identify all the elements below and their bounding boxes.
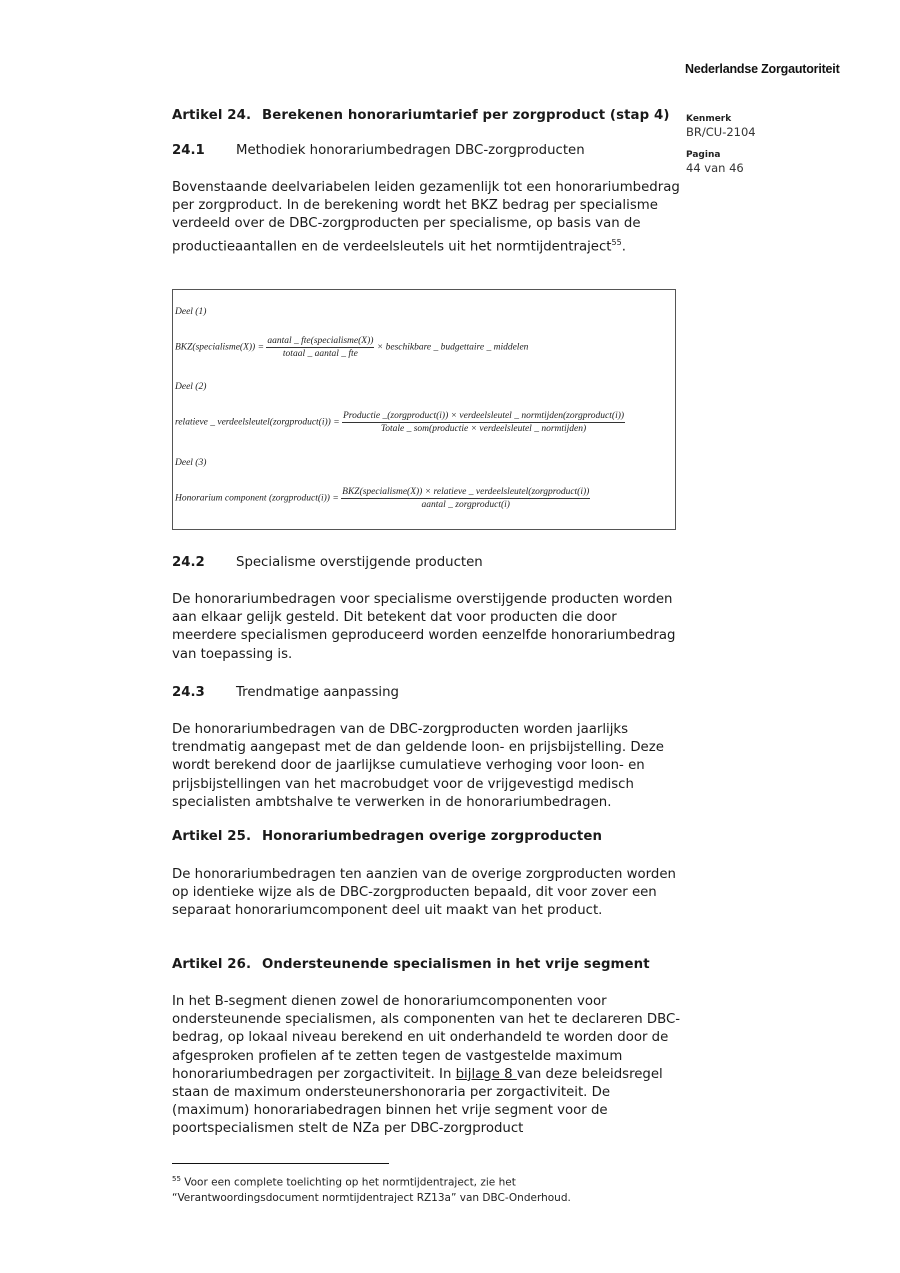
footnote-number: 55 (172, 1175, 181, 1183)
deel-1-label: Deel (1) (175, 307, 207, 317)
section-24-2-heading (172, 555, 682, 570)
kenmerk-label: Kenmerk (686, 114, 732, 124)
paragraph-text: In het B-segment dienen zowel de honorariumcomponenten voor ondersteunende specialismen, als componenten van het te declareren DBC-bedrag, op lokaal niveau berekend en uit onderhandeld te worden door de afgesproken profielen af te zetten tegen de vastgestelde maximum honorariumbedragen per zorgactiviteit. In (172, 994, 681, 1082)
formula-3-numerator: BKZ(specialisme(X)) × relatieve _ verdeelsleutel(zorgproduct(i)) (342, 487, 590, 497)
kenmerk-value: BR/CU-2104 (686, 125, 756, 139)
article-number: Artikel 25. (172, 829, 252, 844)
formula-3-lhs: Honorarium component (zorgproduct(i)) = (175, 493, 339, 504)
article-title: Ondersteunende specialismen in het vrije segment (262, 957, 650, 972)
section-number: 24.2 (172, 555, 205, 570)
formula-3-fraction (341, 487, 590, 510)
paragraph-end: . (621, 239, 626, 255)
formula-1-rhs: × beschikbare _ budgettaire _ middelen (376, 342, 529, 353)
formula-1-lhs: BKZ(specialisme(X)) = (175, 342, 264, 353)
formula-box (172, 289, 676, 530)
formula-1-fraction (266, 336, 374, 359)
kenmerk-block (686, 114, 756, 139)
paragraph-text: Bovenstaande deelvariabelen leiden gezamenlijk tot een honorariumbedrag per zorgproduct. In de berekening wordt het BKZ bedrag per specialisme verdeeld over de DBC-zorgproducten per specialisme, op basis van de productieaantallen en de verdeelsleutels uit het normtijdentraject (172, 180, 680, 255)
paragraph-text: De honorariumbedragen ten aanzien van de overige zorgproducten worden op identieke wijze als de DBC-zorgproducten bepaald, dit voor zover een separaat honorariumcomponent deel uit maakt van het product. (172, 867, 676, 919)
article-number: Artikel 26. (172, 957, 252, 972)
section-24-3-body (172, 721, 682, 812)
organization-name: Nederlandse Zorgautoriteit (685, 62, 840, 76)
section-24-1-heading (172, 143, 682, 158)
pagina-label: Pagina (686, 150, 721, 160)
footnote-line-2: “Verantwoordingsdocument normtijdentraject RZ13a” van DBC-Onderhoud. (172, 1191, 571, 1204)
formula-2 (175, 411, 625, 434)
article-number: Artikel 24. (172, 108, 252, 123)
bijlage-8-link[interactable]: bijlage 8 (455, 1066, 517, 1082)
section-title: Specialisme overstijgende producten (236, 555, 483, 570)
paragraph-text: De honorariumbedragen van de DBC-zorgproducten worden jaarlijks trendmatig aangepast met de dan geldende loon- en prijsbijstelling. Deze wordt berekend door de jaarlijkse cumulatieve verhoging voor loon- en prijsbijstellingen van het macrobudget voor de vrijgevestigd medisch specialisten ambtshalve te verwerken in de honorariumbedragen. (172, 722, 664, 810)
section-24-3-heading (172, 685, 682, 700)
deel-2-label: Deel (2) (175, 382, 207, 392)
formula-3 (175, 487, 590, 510)
section-number: 24.1 (172, 143, 205, 158)
footnote-divider (172, 1163, 389, 1164)
section-title: Methodiek honorariumbedragen DBC-zorgproducten (236, 143, 585, 158)
footnote-line-1: Voor een complete toelichting op het normtijdentraject, zie het (180, 1176, 516, 1189)
paragraph-text: De honorariumbedragen voor specialisme overstijgende producten worden aan elkaar gelijk gesteld. Dit betekent dat voor producten die door meerdere specialismen geproduceerd worden eenzelfde honorariumbedrag van toepassing is. (172, 592, 676, 662)
deel-3-label: Deel (3) (175, 458, 207, 468)
article-title: Honorariumbedragen overige zorgproducten (262, 829, 603, 844)
section-title: Trendmatige aanpassing (236, 685, 399, 700)
formula-1 (175, 336, 528, 359)
paragraph-text-continued: van deze beleidsregel staan de maximum ondersteunershonoraria per zorgactiviteit. De (maximum) honorariabedragen binnen het vrije segment voor de poortspecialismen stelt de NZa per DBC-zorgproduct (172, 1066, 663, 1137)
formula-2-lhs: relatieve _ verdeelsleutel(zorgproduct(i)) = (175, 417, 340, 428)
formula-2-denominator: Totale _ som(productie × verdeelsleutel _ normtijden) (380, 424, 587, 434)
pagina-block (686, 150, 744, 175)
footnote-55 (172, 1172, 571, 1206)
section-24-2-body (172, 591, 682, 664)
section-number: 24.3 (172, 685, 205, 700)
article-26-body (172, 993, 682, 1139)
article-25-body (172, 866, 682, 921)
section-24-1-body (172, 179, 682, 256)
footnote-ref[interactable]: 55 (611, 237, 622, 247)
article-26-heading (172, 957, 682, 972)
article-25-heading (172, 829, 682, 844)
formula-2-fraction (342, 411, 625, 434)
formula-2-numerator: Productie _(zorgproduct(i)) × verdeelsleutel _ normtijden(zorgproduct(i)) (342, 411, 625, 421)
pagina-value: 44 van 46 (686, 161, 744, 175)
formula-1-numerator: aantal _ fte(specialisme(X)) (267, 336, 374, 346)
formula-1-denominator: totaal _ aantal _ fte (282, 349, 358, 359)
formula-3-denominator: aantal _ zorgproduct(i) (421, 500, 510, 510)
article-title: Berekenen honorariumtarief per zorgproduct (stap 4) (262, 108, 670, 123)
article-24-heading (172, 108, 692, 123)
